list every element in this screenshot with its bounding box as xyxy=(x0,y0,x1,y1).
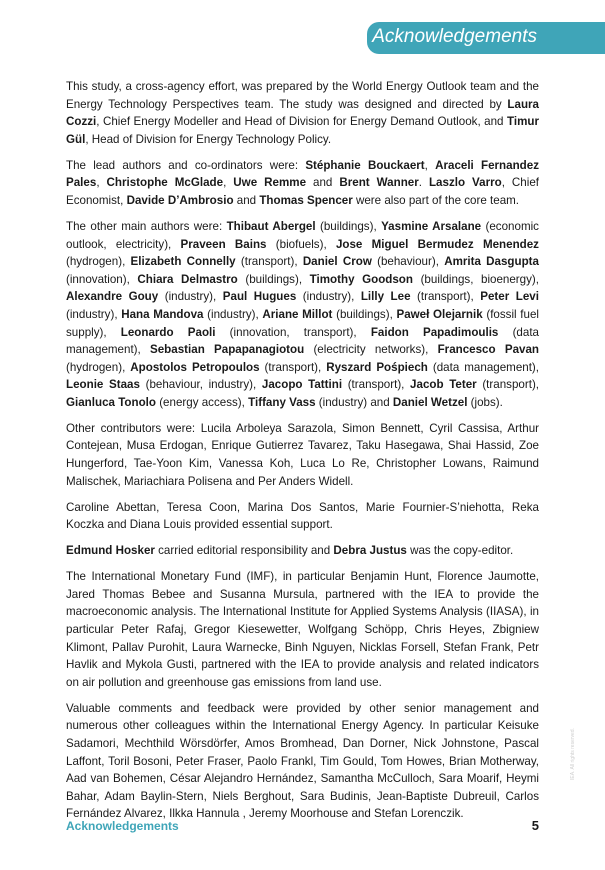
text-run: (innovation, transport), xyxy=(215,325,371,339)
author-name: Stéphanie Bouckaert xyxy=(305,158,425,172)
text-run: (buildings), xyxy=(315,219,382,233)
header-banner xyxy=(367,22,605,54)
text-run: carried editorial responsibility and xyxy=(154,544,334,558)
paragraph xyxy=(66,218,539,412)
author-name: Timur Gül xyxy=(66,115,539,146)
text-run: (data management), xyxy=(66,325,539,357)
author-name: Davide D’Ambrosio xyxy=(126,193,234,207)
author-name: Paweł Olejarnik xyxy=(396,307,483,321)
text-run: (fossil fuel supply), xyxy=(66,307,539,339)
text-run: (biofuels), xyxy=(266,237,336,251)
text-run: (behaviour), xyxy=(371,255,445,269)
author-name: Amrita Dasgupta xyxy=(444,255,539,269)
author-name: Chiara Delmastro xyxy=(137,272,238,286)
text-run: Other contributors were: Lucila Arboleya Sarazola, Simon Bennett, Cyril Cassisa, Arthur Contejean, Musa Erdogan, Enrique Gutierrez Tavarez, Taku Hasegawa, Shai Hassid, Zoe Hungerford, Tae-Yoon Kim, Vanessa Koh, Luca Lo Re, Christopher Lowans, Raimund Malischek, Mariachiara Polisena and Per Anders Widell. xyxy=(66,421,539,488)
author-name: Hana Mandova xyxy=(121,307,204,321)
text-run: (behaviour, industry), xyxy=(139,378,262,392)
text-run: (innovation), xyxy=(66,272,138,286)
author-name: Brent Wanner xyxy=(339,176,419,190)
page-number: 5 xyxy=(531,818,539,833)
text-run: (industry), xyxy=(296,290,361,304)
text-run: This study, a cross-agency effort, was prepared by the World Energy Outlook team and the Energy Technology Perspectives team. The study was designed and directed by xyxy=(66,80,539,111)
text-run: (transport), xyxy=(235,255,303,269)
text-run: and xyxy=(233,193,260,207)
text-run: (transport), xyxy=(476,378,540,392)
body-text xyxy=(66,78,539,831)
author-name: Jacopo Tattini xyxy=(261,378,343,392)
text-run: The other main authors were: xyxy=(66,219,227,233)
author-name: Daniel Wetzel xyxy=(392,395,468,409)
paragraph xyxy=(66,420,539,490)
text-run: , xyxy=(96,176,107,190)
text-run: , Chief Energy Modeller and Head of Division for Energy Demand Outlook, and xyxy=(96,115,507,129)
text-run: (industry), xyxy=(158,290,223,304)
author-name: Tiffany Vass xyxy=(248,395,316,409)
text-run: (buildings), xyxy=(332,307,397,321)
text-run: The International Monetary Fund (IMF), in particular Benjamin Hunt, Florence Jaumotte, Jared Thomas Bebee and Susanna Mursula, partnered with the IEA to provide the macroeconomic analysis. The International Institute for Applied Systems Analysis (IIASA), in particular Peter Rafaj, Gregor Kiesewetter, Wolfgang Schöpp, Chris Heyes, Zbigniew Klimont, Pallav Purohit, Laura Warnecke, Binh Nguyen, Nicklas Forsell, Stefan Frank, Petr Havlik and Mykola Gusti, partnered with the IEA to provide analysis and related indicators on air pollution and greenhouse gas emissions from land use. xyxy=(66,570,539,689)
text-run: (electricity networks), xyxy=(304,343,438,357)
author-name: Laszlo Varro xyxy=(428,176,502,190)
author-name: Timothy Goodson xyxy=(309,272,413,286)
header-title: Acknowledgements xyxy=(372,26,537,47)
author-name: Alexandre Gouy xyxy=(66,290,159,304)
author-name: Thomas Spencer xyxy=(259,193,353,207)
author-name: Peter Levi xyxy=(480,290,539,304)
text-run: (transport), xyxy=(410,290,481,304)
text-run: (economic outlook, electricity), xyxy=(66,219,539,251)
text-run: (hydrogen), xyxy=(66,255,131,269)
text-run: The lead authors and co-ordinators were: xyxy=(66,158,306,172)
text-run: (energy access), xyxy=(155,395,249,409)
author-name: Praveen Bains xyxy=(180,237,267,251)
author-name: Leonardo Paoli xyxy=(120,325,216,339)
author-name: Thibaut Abergel xyxy=(226,219,316,233)
author-name: Ariane Millot xyxy=(262,307,333,321)
paragraph xyxy=(66,499,539,534)
paragraph xyxy=(66,700,539,823)
author-name: Araceli Fernandez Pales xyxy=(66,158,539,190)
text-run: and xyxy=(306,176,340,190)
text-run: Caroline Abettan, Teresa Coon, Marina Dos Santos, Marie Fournier-S’niehotta, Reka Koczka and Diana Louis provided essential support. xyxy=(66,500,539,532)
author-name: Laura Cozzi xyxy=(66,97,539,129)
text-run: Valuable comments and feedback were provided by other senior management and numerous other colleagues within the International Energy Agency. In particular Keisuke Sadamori, Mechthild Wörsdörfer, Amos Bromhead, Dan Dorner, Nick Johnstone, Pascal Laffont, Toril Bosoni, Peter Fraser, Paolo Frankl, Tim Gould, Tom Howes, Brian Motherway, Aad van Bohemen, César Alejandro Hernández, Samantha McCulloch, Sara Moarif, Heymi Bahar, Adam Baylin-Stern, Niels Berghout, Sara Budinis, Jean-Baptiste Dubreuil, Carlos Fernández Alvarez, Ilkka Hannula , Jeremy Moorhouse and Stefan Lorenczik. xyxy=(66,701,539,821)
author-name: Francesco Pavan xyxy=(437,343,539,357)
paragraph xyxy=(66,542,539,560)
author-name: Yasmine Arsalane xyxy=(381,219,482,233)
text-run: . xyxy=(418,176,429,190)
author-name: Ryszard Pośpiech xyxy=(326,360,428,374)
author-name: Christophe McGlade xyxy=(106,176,224,190)
text-run: (jobs). xyxy=(467,395,503,409)
author-name: Apostolos Petropoulos xyxy=(130,360,260,374)
author-name: Uwe Remme xyxy=(233,176,307,190)
author-name: Leonie Staas xyxy=(66,378,140,392)
copyright-watermark: IEA. All rights reserved. xyxy=(570,728,576,780)
text-run: were also part of the core team. xyxy=(352,193,520,207)
text-run: (industry) and xyxy=(315,395,393,409)
author-name: Debra Justus xyxy=(333,544,407,558)
text-run: (data management), xyxy=(427,360,540,374)
author-name: Jose Miguel Bermudez Menendez xyxy=(335,237,539,251)
author-name: Jacob Teter xyxy=(410,378,477,392)
author-name: Elizabeth Connelly xyxy=(130,255,236,269)
text-run: (industry), xyxy=(203,307,263,321)
author-name: Edmund Hosker xyxy=(66,544,155,558)
text-run: (buildings, bioenergy), xyxy=(412,272,539,286)
footer-section-title: Acknowledgements xyxy=(66,819,179,833)
author-name: Sebastian Papapanagiotou xyxy=(150,343,305,357)
paragraph xyxy=(66,157,539,210)
text-run: (buildings), xyxy=(237,272,310,286)
text-run: , xyxy=(424,158,436,172)
paragraph xyxy=(66,78,539,148)
text-run: , Head of Division for Energy Technology Policy. xyxy=(85,132,332,146)
text-run: (transport), xyxy=(259,360,327,374)
text-run: (industry), xyxy=(66,307,122,321)
text-run: , xyxy=(223,176,234,190)
text-run: (transport), xyxy=(342,378,411,392)
paragraph xyxy=(66,568,539,691)
author-name: Gianluca Tonolo xyxy=(66,395,156,409)
text-run: was the copy-editor. xyxy=(406,544,514,558)
author-name: Faidon Papadimoulis xyxy=(370,325,499,339)
author-name: Lilly Lee xyxy=(360,290,411,304)
text-run: (hydrogen), xyxy=(66,360,131,374)
text-run: , Chief Economist, xyxy=(66,176,539,207)
author-name: Paul Hugues xyxy=(222,290,297,304)
author-name: Daniel Crow xyxy=(302,255,372,269)
